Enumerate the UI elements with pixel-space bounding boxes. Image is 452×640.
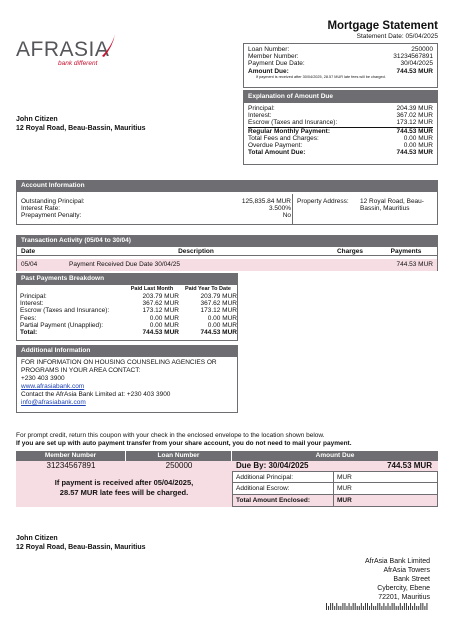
barcode-bar — [332, 603, 333, 610]
coupon-late-line2: 28.57 MUR late fees will be charged. — [59, 488, 189, 497]
barcode-bar — [342, 603, 343, 610]
mail-customer-address: 12 Royal Road, Beau-Bassin, Mauritius — [16, 544, 146, 551]
explanation-value: 744.53 MUR — [396, 149, 433, 157]
pp-ytd: 0.00 MUR — [207, 321, 237, 329]
logo-swoosh-icon — [100, 32, 118, 58]
prepay-label: Prepayment Penalty: — [21, 212, 82, 220]
barcode-bar — [394, 603, 395, 610]
pp-last-month: 0.00 MUR — [149, 314, 179, 322]
barcode-bar — [426, 603, 427, 610]
explanation-row — [248, 128, 433, 135]
barcode-bar — [365, 603, 366, 610]
barcode-bar — [392, 603, 393, 610]
customer-name: John Citizen — [16, 116, 58, 123]
barcode-bar — [373, 606, 374, 610]
past-payment-row — [20, 329, 237, 336]
email-link[interactable]: info@afrasiabank.com — [21, 399, 86, 406]
pp-ytd: 744.53 MUR — [200, 329, 237, 337]
tx-col-description: Description — [178, 248, 214, 255]
pp-ytd: 367.62 MUR — [200, 300, 237, 308]
tx-description: Payment Received Due Date 30/04/25 — [69, 261, 180, 268]
counseling-line2: PROGRAMS IN YOUR AREA CONTACT: — [21, 367, 141, 374]
outstanding-value: 125,835.84 MUR — [241, 198, 291, 205]
explanation-box — [243, 90, 438, 165]
past-payments-title: Past Payments Breakdown — [17, 274, 237, 285]
barcode-bar — [361, 603, 362, 610]
explanation-label: Overdue Payment: — [248, 142, 303, 150]
tx-date: 05/04 — [21, 261, 38, 268]
barcode-bar — [396, 606, 397, 610]
payment-due-label: Payment Due Date: — [248, 60, 305, 68]
counseling-line1: FOR INFORMATION ON HOUSING COUNSELING AGENCIES OR — [21, 359, 217, 366]
statement-date-label: Statement Date: — [356, 33, 404, 40]
past-payment-row — [20, 315, 237, 322]
late-fee-note: If payment is received after 30/04/2025, 28.57 MUR late fees will be charged. — [256, 74, 386, 79]
coupon-extra-label: Additional Principal: — [236, 474, 294, 481]
barcode-bar — [375, 606, 376, 610]
amount-due: 744.53 MUR — [396, 67, 433, 75]
interest-rate-value: 3.500% — [268, 205, 291, 213]
barcode-bar — [353, 603, 354, 610]
barcode-bar — [371, 603, 372, 610]
pp-label: Total: — [20, 329, 38, 337]
additional-info-box — [16, 345, 238, 413]
explanation-value: 0.00 MUR — [403, 142, 433, 150]
tx-col-charges: Charges — [336, 248, 363, 255]
property-address-line1: 12 Royal Road, Beau- — [360, 198, 424, 205]
coupon-extra-value: MUR — [333, 495, 437, 506]
barcode-bar — [385, 606, 386, 610]
barcode-bar — [422, 603, 423, 610]
pp-last-month: 0.00 MUR — [149, 321, 179, 329]
summary-box — [243, 43, 438, 88]
explanation-value: 744.53 MUR — [396, 127, 433, 135]
pp-label: Principal: — [20, 293, 47, 300]
explanation-label: Principal: — [248, 105, 275, 112]
statement-date: 05/04/2025 — [405, 33, 438, 40]
tx-charges — [325, 259, 375, 271]
explanation-row — [248, 112, 433, 119]
barcode-bar — [402, 606, 403, 610]
transaction-title: Transaction Activity (05/04 to 30/04) — [17, 236, 437, 247]
explanation-value: 367.02 MUR — [396, 112, 433, 120]
explanation-row — [248, 142, 433, 149]
explanation-row — [248, 105, 433, 112]
additional-info-title: Additional Information — [17, 346, 237, 357]
barcode-bar — [338, 606, 339, 610]
coupon-col-amount: Amount Due — [315, 452, 355, 459]
barcode-bar — [379, 603, 380, 610]
barcode-bar — [420, 603, 421, 610]
explanation-label: Total Fees and Charges: — [248, 134, 319, 142]
pp-last-month: 173.12 MUR — [142, 307, 179, 315]
barcode-bar — [355, 603, 356, 610]
barcode-bar — [347, 606, 348, 610]
coupon-instruction: For prompt credit, return this coupon with your check in the enclosed envelope to the location shown below. — [16, 432, 325, 439]
barcode-bar — [418, 606, 419, 610]
past-payment-row — [20, 300, 237, 307]
loan-number-label: Loan Number: — [248, 46, 290, 53]
bank-line1: AfrAsia Towers — [383, 567, 430, 574]
pp-label: Escrow (Taxes and Insurance): — [20, 307, 110, 315]
pp-ytd: 0.00 MUR — [207, 314, 237, 322]
coupon-extra-row — [233, 483, 437, 494]
loan-number: 250000 — [411, 46, 433, 53]
member-number: 31234567891 — [393, 53, 433, 61]
bank-line3: Cybercity, Ebene — [377, 585, 430, 592]
pp-ytd: 173.12 MUR — [200, 307, 237, 315]
explanation-row — [248, 149, 433, 156]
pp-label: Partial Payment (Unapplied): — [20, 321, 104, 329]
payment-coupon — [16, 451, 438, 507]
pp-last-month: 203.79 MUR — [142, 293, 179, 300]
barcode-bar — [416, 606, 417, 610]
coupon-col-loan: Loan Number — [126, 451, 232, 461]
barcode-bar — [408, 606, 409, 610]
barcode-bar — [414, 603, 415, 610]
barcode-bar — [424, 606, 425, 610]
pp-last-month: 744.53 MUR — [142, 329, 179, 337]
barcode-bar — [412, 606, 413, 610]
statement-title: Mortgage Statement — [327, 20, 438, 32]
barcode-bar — [344, 603, 345, 610]
amount-due-label: Amount Due: — [248, 67, 289, 75]
coupon-loan-number: 250000 — [165, 461, 193, 470]
explanation-value: 204.39 MUR — [396, 105, 433, 112]
explanation-label: Regular Monthly Payment: — [248, 127, 330, 135]
barcode-bar — [357, 606, 358, 610]
account-info-title: Account Information — [17, 181, 437, 192]
pp-col-last-month: Paid Last Month — [130, 286, 174, 292]
coupon-col-member: Member Number — [16, 451, 126, 461]
counseling-phone: +230 403 3900 — [21, 375, 65, 382]
mail-customer-name: John Citizen — [16, 535, 58, 542]
coupon-extra-value: MUR — [333, 472, 437, 482]
pp-label: Interest: — [20, 300, 44, 308]
bank-line2: Bank Street — [393, 576, 430, 583]
contact-line: Contact the AfrAsia Bank Limited at: +230 403 3900 — [21, 391, 171, 398]
barcode-bar — [377, 603, 378, 610]
barcode-bar — [369, 606, 370, 610]
barcode-bar — [388, 603, 389, 610]
transaction-row — [17, 259, 437, 271]
barcode-bar — [349, 603, 350, 610]
explanation-label: Interest: — [248, 112, 272, 120]
bank-name: AfrAsia Bank Limited — [365, 558, 430, 565]
outstanding-label: Outstanding Principal: — [21, 198, 85, 205]
explanation-title: Explanation of Amount Due — [244, 91, 437, 103]
postal-barcode — [326, 603, 430, 610]
bank-line4: 72201, Mauritius — [378, 594, 430, 601]
property-address-line2: Bassin, Mauritius — [360, 205, 410, 213]
customer-address: 12 Royal Road, Beau-Bassin, Mauritius — [16, 125, 146, 132]
barcode-bar — [363, 606, 364, 610]
explanation-row — [248, 135, 433, 142]
barcode-bar — [336, 603, 337, 610]
pp-col-ytd: Paid Year To Date — [185, 286, 231, 292]
auto-payment-note: If you are set up with auto payment transfer from your share account, you do not need to mail your payment. — [16, 440, 352, 447]
barcode-bar — [326, 603, 327, 610]
explanation-value: 173.12 MUR — [396, 119, 433, 127]
pp-label: Fees: — [20, 314, 37, 322]
explanation-value: 0.00 MUR — [403, 134, 433, 142]
barcode-bar — [381, 606, 382, 610]
coupon-extra-value: MUR — [333, 483, 437, 493]
tx-payments: 744.53 MUR — [396, 261, 433, 268]
coupon-extra-label: Total Amount Enclosed: — [236, 496, 311, 504]
website-link[interactable]: www.afrasiabank.com — [21, 383, 85, 390]
barcode-bar — [406, 603, 407, 610]
interest-rate-label: Interest Rate: — [21, 205, 61, 213]
prepay-value: No — [282, 212, 291, 220]
coupon-late-line1: If payment is received after 05/04/2025, — [54, 478, 194, 487]
logo-tagline: bank different — [58, 60, 98, 67]
explanation-label: Total Amount Due: — [248, 149, 306, 157]
past-payment-row — [20, 322, 237, 329]
barcode-bar — [359, 606, 360, 610]
tx-col-date: Date — [21, 248, 36, 255]
barcode-bar — [410, 603, 411, 610]
transaction-activity-box — [16, 235, 438, 271]
barcode-bar — [334, 606, 335, 610]
coupon-extra-row — [233, 472, 437, 483]
barcode-bar — [367, 603, 368, 610]
pp-ytd: 203.79 MUR — [200, 293, 237, 300]
coupon-extra-row — [233, 495, 437, 506]
coupon-due-amount: 744.53 MUR — [387, 461, 432, 470]
past-payment-row — [20, 307, 237, 314]
coupon-member-number: 31234567891 — [46, 461, 96, 470]
barcode-bar — [383, 603, 384, 610]
barcode-bar — [351, 606, 352, 610]
barcode-bar — [398, 606, 399, 610]
explanation-row — [248, 119, 433, 127]
coupon-due-by: Due By: 30/04/2025 — [236, 461, 309, 470]
past-payments-box — [16, 273, 238, 341]
logo-wordmark: AFRASIA — [16, 38, 110, 61]
coupon-extra-label: Additional Escrow: — [236, 485, 290, 493]
member-number-label: Member Number: — [248, 53, 299, 61]
barcode-bar — [328, 606, 329, 610]
payment-due-date: 30/04/2025 — [400, 60, 433, 68]
barcode-bar — [340, 606, 341, 610]
explanation-label: Escrow (Taxes and Insurance): — [248, 119, 338, 127]
bank-logo — [16, 32, 116, 68]
barcode-bar — [400, 603, 401, 610]
barcode-bar — [404, 603, 405, 610]
barcode-bar — [390, 606, 391, 610]
account-info-box — [16, 180, 438, 225]
barcode-bar — [330, 603, 331, 610]
property-address-label: Property Address: — [297, 198, 349, 205]
past-payment-row — [20, 293, 237, 300]
tx-col-payments: Payments — [390, 248, 422, 255]
pp-last-month: 367.62 MUR — [142, 300, 179, 308]
